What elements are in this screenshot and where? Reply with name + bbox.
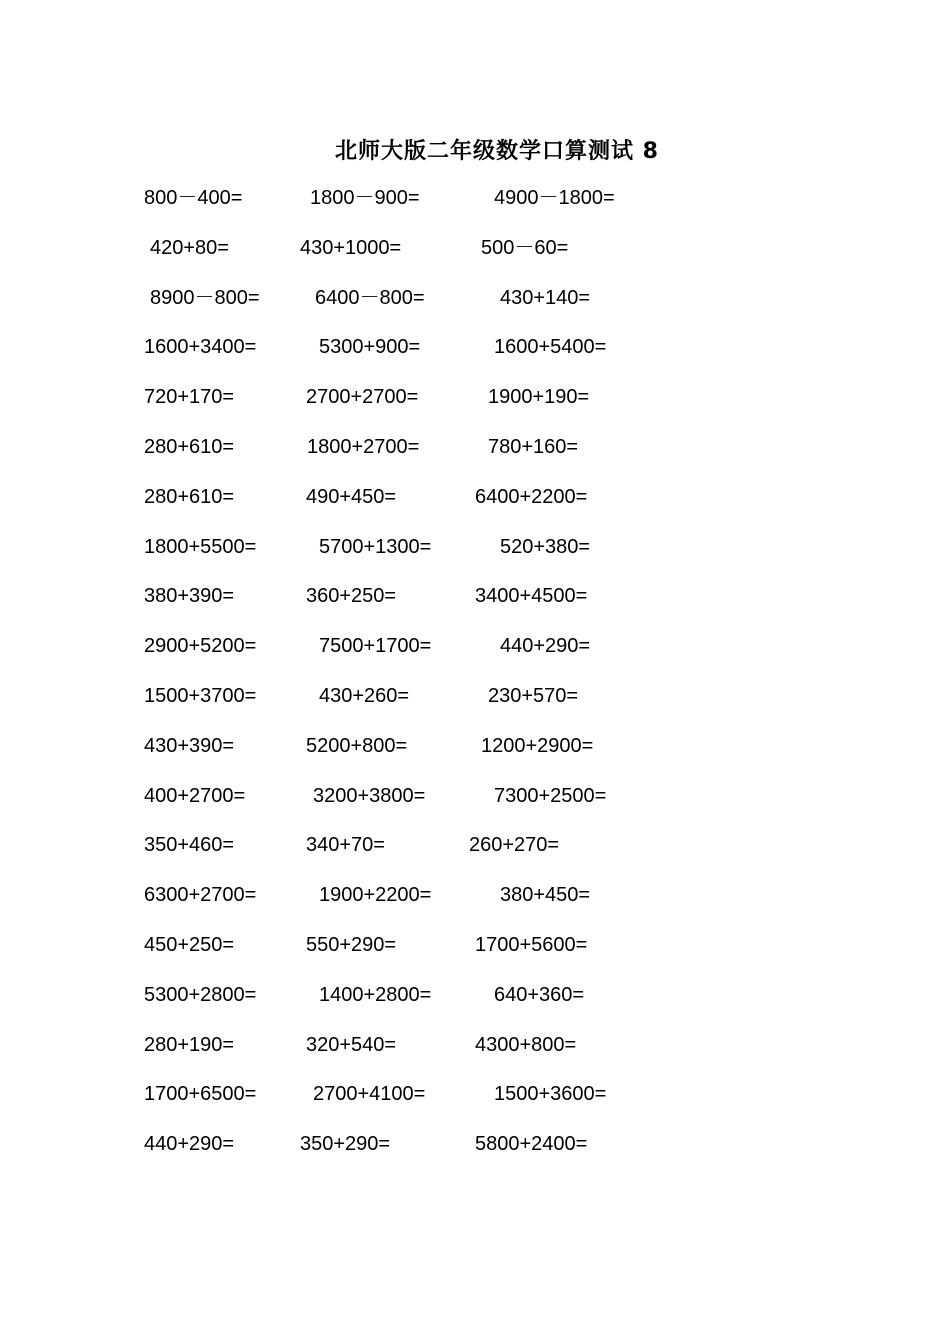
problem: 6300+2700=	[144, 884, 257, 907]
problem: 1900+2200=	[319, 884, 432, 907]
problem: 400+2700=	[144, 784, 246, 807]
problem-list	[0, 184, 950, 1180]
problem-row	[0, 1130, 950, 1180]
problem: 720+170=	[144, 386, 235, 409]
problem: 2700+4100=	[313, 1083, 426, 1106]
problem-row	[0, 433, 950, 483]
problem: 430+390=	[144, 734, 235, 757]
problem: 490+450=	[306, 485, 397, 508]
problem: 5700+1300=	[319, 535, 432, 558]
problem: 2700+2700=	[306, 386, 419, 409]
problem: 230+570=	[488, 684, 579, 707]
problem: 280+610=	[144, 435, 235, 458]
problem-row	[0, 184, 950, 234]
problem: 280+190=	[144, 1033, 235, 1056]
problem-row	[0, 383, 950, 433]
problem: 1600+3400=	[144, 336, 257, 359]
problem: 2900+5200=	[144, 635, 257, 658]
problem: 800－400=	[144, 187, 243, 209]
problem: 430+1000=	[300, 236, 402, 259]
problem: 1700+5600=	[475, 933, 588, 956]
problem: 3400+4500=	[475, 585, 588, 608]
problem-row	[0, 333, 950, 383]
problem: 440+290=	[144, 1133, 235, 1156]
problem: 350+290=	[300, 1133, 391, 1156]
problem-row	[0, 1031, 950, 1081]
problem: 5300+2800=	[144, 983, 257, 1006]
problem-row	[0, 782, 950, 832]
problem: 430+140=	[500, 286, 591, 309]
problem: 440+290=	[500, 635, 591, 658]
problem: 1500+3700=	[144, 684, 257, 707]
problem: 350+460=	[144, 834, 235, 857]
problem-row	[0, 831, 950, 881]
problem: 1600+5400=	[494, 336, 607, 359]
problem: 280+610=	[144, 485, 235, 508]
problem: 520+380=	[500, 535, 591, 558]
problem: 1400+2800=	[319, 983, 432, 1006]
problem: 380+390=	[144, 585, 235, 608]
problem: 500－60=	[481, 236, 569, 259]
problem: 420+80=	[150, 236, 229, 259]
problem: 450+250=	[144, 933, 235, 956]
problem-row	[0, 533, 950, 583]
problem: 780+160=	[488, 435, 579, 458]
problem-row	[0, 682, 950, 732]
problem: 7500+1700=	[319, 635, 432, 658]
problem: 5800+2400=	[475, 1133, 588, 1156]
problem-row	[0, 931, 950, 981]
problem: 3200+3800=	[313, 784, 426, 807]
problem: 7300+2500=	[494, 784, 607, 807]
problem: 5200+800=	[306, 734, 408, 757]
problem: 1800+5500=	[144, 535, 257, 558]
problem: 1500+3600=	[494, 1083, 607, 1106]
problem: 5300+900=	[319, 336, 421, 359]
problem: 1800+2700=	[307, 435, 420, 458]
problem: 1700+6500=	[144, 1083, 257, 1106]
problem-row	[0, 284, 950, 334]
page-title: 北师大版二年级数学口算测试 8	[335, 139, 659, 164]
problem: 550+290=	[306, 933, 397, 956]
problem: 360+250=	[306, 585, 397, 608]
problem-row	[0, 582, 950, 632]
problem: 1900+190=	[488, 386, 590, 409]
problem: 340+70=	[306, 834, 385, 857]
problem: 1800－900=	[310, 187, 420, 209]
problem: 430+260=	[319, 684, 410, 707]
problem: 4300+800=	[475, 1033, 577, 1056]
problem-row	[0, 881, 950, 931]
problem: 4900－1800=	[494, 187, 615, 209]
problem-row	[0, 483, 950, 533]
problem-row	[0, 981, 950, 1031]
problem-row	[0, 1080, 950, 1130]
problem: 6400－800=	[315, 286, 425, 309]
problem: 8900－800=	[150, 286, 260, 309]
problem: 1200+2900=	[481, 734, 594, 757]
problem: 6400+2200=	[475, 485, 588, 508]
problem: 320+540=	[306, 1033, 397, 1056]
problem: 640+360=	[494, 983, 585, 1006]
problem-row	[0, 732, 950, 782]
problem-row	[0, 234, 950, 284]
problem: 380+450=	[500, 884, 591, 907]
problem: 260+270=	[469, 834, 560, 857]
problem-row	[0, 632, 950, 682]
